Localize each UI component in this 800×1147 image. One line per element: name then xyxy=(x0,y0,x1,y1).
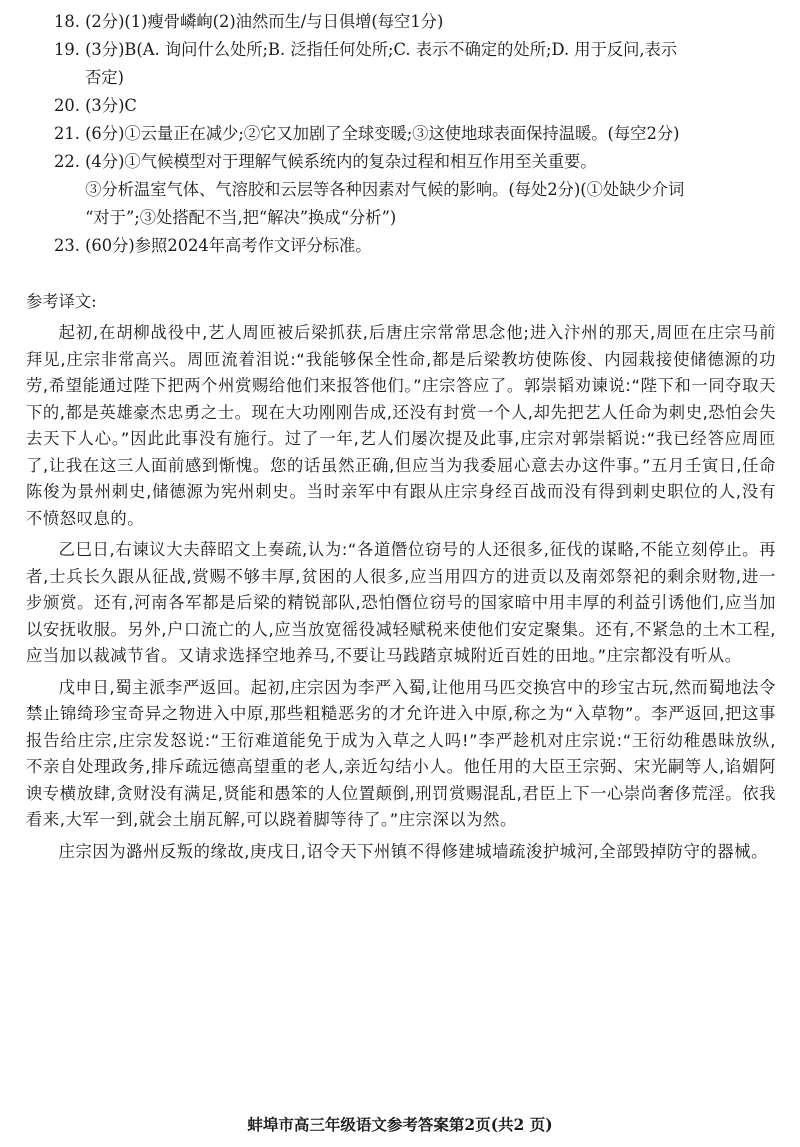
translation-paragraph: 乙巳日,右谏议大夫薛昭文上奏疏,认为:“各道僭位窃号的人还很多,征伐的谋略,不能立刻停止。再者,士兵长久跟从征战,赏赐不够丰厚,贫困的人很多,应当用四方的进贡以及南郊祭祀的剩余财物,进一步颁赏。还有,河南各军都是后梁的精锐部队,恐怕僭位窃号的国家暗中用丰厚的利益引诱他们,应当加以安抚收服。另外,户口流亡的人,应当放宽徭役减轻赋税来使他们安定聚集。还有,不紧急的土木工程,应当加以裁减节省。又请求选择空地养马,不要让马践踏京城附近百姓的田地。”庄宗都没有听从。 xyxy=(26,540,776,665)
answer-item-20 xyxy=(54,92,776,120)
translation-paragraph: 起初,在胡柳战役中,艺人周匝被后梁抓获,后唐庄宗常常思念他;进入汴州的那天,周匝在庄宗马前拜见,庄宗非常高兴。周匝流着泪说:“我能够保全性命,都是后梁教坊使陈俊、内园栽接使储德源的功劳,希望能通过陛下把两个州赏赐给他们来报答他们。”庄宗答应了。郭崇韬劝谏说:“陛下和一同夺取天下的,都是英雄豪杰忠勇之士。现在大功刚刚告成,还没有封赏一个人,却先把艺人任命为刺史,恐怕会失去天下人心。”因此此事没有施行。过了一年,艺人们屡次提及此事,庄宗对郭崇韬说:“我已经答应周匝了,让我在这三人面前感到惭愧。您的话虽然正确,但应当为我委屈心意去办这件事。”五月壬寅日,任命陈俊为景州刺史,储德源为宪州刺史。当时亲军中有跟从庄宗身经百战而没有得到刺史职位的人,没有不愤怒叹息的。 xyxy=(26,323,776,528)
translation-paragraph: 庄宗因为潞州反叛的缘故,庚戌日,诏令天下州镇不得修建城墙疏浚护城河,全部毁掉防守的器械。 xyxy=(58,841,769,861)
translation-paragraph: 戊申日,蜀主派李严返回。起初,庄宗因为李严入蜀,让他用马匹交换宫中的珍宝古玩,然而蜀地法令禁止锦绮珍宝奇异之物进入中原,那些粗糙恶劣的才允许进入中原,称之为“入草物”。李严返回,把这事报告给庄宗,庄宗发怒说:“王衍难道能免于成为入草之人吗!”李严趁机对庄宗说:“王衍幼稚愚昧放纵,不亲自处理政务,排斥疏远德高望重的老人,亲近勾结小人。他任用的大臣王宗弼、宋光嗣等人,谄媚阿谀专横放肆,贪财没有满足,贤能和愚笨的人位置颠倒,刑罚赏赐混乱,君臣上下一心崇尚奢侈荒淫。依我看来,大军一到,就会土崩瓦解,可以跷着脚等待了。”庄宗深以为然。 xyxy=(26,677,776,829)
answer-text: “对于”;③处搭配不当,把“解决”换成“分析”) xyxy=(85,208,397,227)
translation-body xyxy=(26,320,776,865)
answer-item-19 xyxy=(54,36,776,92)
answer-text: (3分)B(A. 询问什么处所;B. 泛指任何处所;C. 表示不确定的处所;D. 用于反问,表示 xyxy=(85,40,678,59)
answer-list xyxy=(54,8,776,260)
answer-text: (2分)(1)瘦骨嶙峋(2)油然而生/与日俱增(每空1分) xyxy=(85,12,444,31)
answer-text: (6分)①云量正在减少;②它又加剧了全球变暖;③这使地球表面保持温暖。(每空2分) xyxy=(85,124,680,143)
answer-item-23 xyxy=(54,232,776,260)
answer-text: (60分)参照2024年高考作文评分标准。 xyxy=(85,236,372,255)
answer-item-22 xyxy=(54,148,776,232)
answer-number: 22. xyxy=(54,152,86,171)
answer-number: 20. xyxy=(54,96,86,115)
answer-text: ③分析温室气体、气溶胶和云层等各种因素对气候的影响。(每处2分)(①处缺少介词 xyxy=(85,180,685,199)
answer-number: 18. xyxy=(54,12,86,31)
answer-number: 19. xyxy=(54,40,86,59)
answer-item-21 xyxy=(54,120,776,148)
answer-item-18 xyxy=(54,8,776,36)
answer-text: 否定) xyxy=(85,68,124,87)
page-footer: 蚌埠市高三年级语文参考答案第2页(共2 页) xyxy=(247,1115,553,1134)
answer-number: 21. xyxy=(54,124,86,143)
answer-number: 23. xyxy=(54,236,86,255)
answer-text: (4分)①气候模型对于理解气候系统内的复杂过程和相互作用至关重要。 xyxy=(85,152,597,171)
answer-text: (3分)C xyxy=(85,96,137,115)
reference-translation-label: 参考译文: xyxy=(26,292,97,311)
